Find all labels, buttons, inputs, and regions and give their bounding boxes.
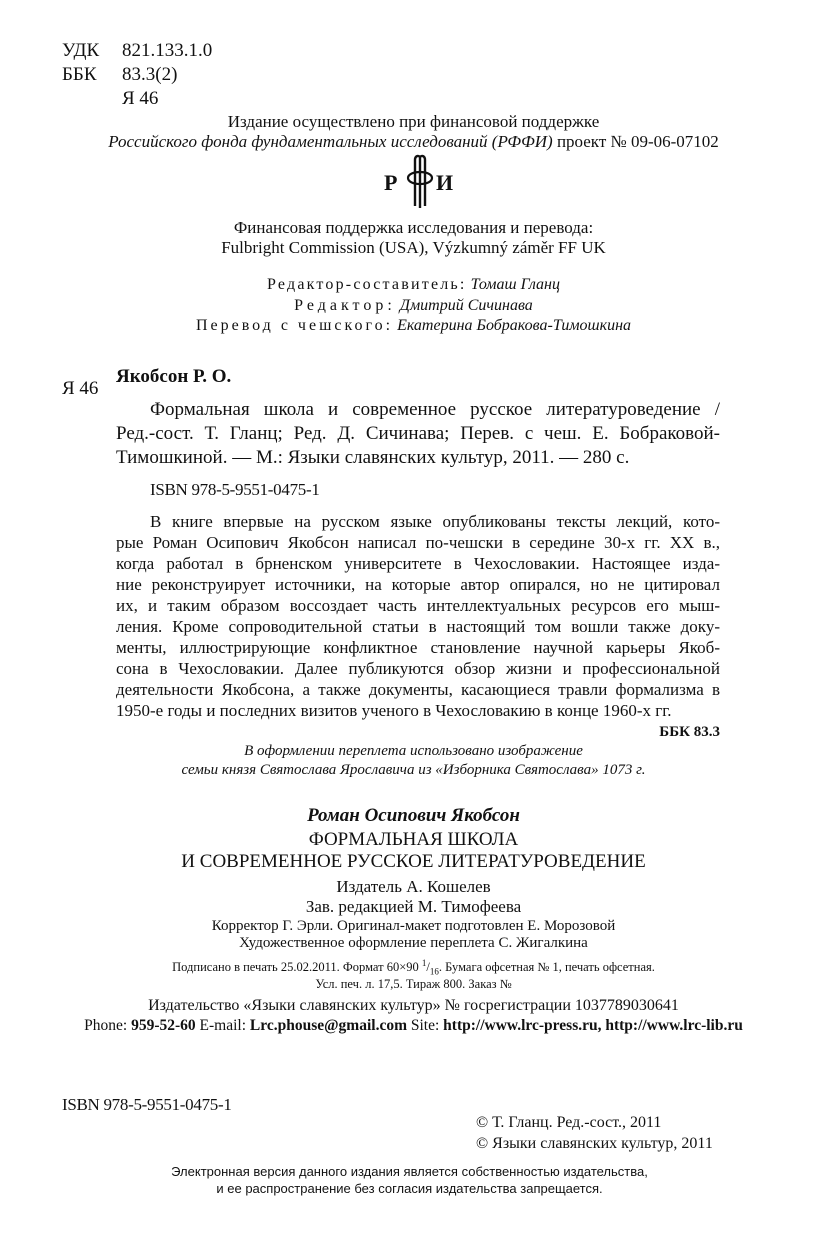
print-frac-den: 16 bbox=[429, 966, 439, 977]
email-link[interactable]: Lrc.phouse@gmail.com bbox=[249, 1017, 407, 1034]
catalog-desc-line-1: Формальная школа и современное русское литературоведение / bbox=[150, 399, 720, 420]
footer-note-1: Электронная версия данного издания является собственностью издательства, bbox=[171, 1164, 648, 1179]
imprint-contacts bbox=[0, 1017, 827, 1035]
footer-copyright-2: © Языки славянских культур, 2011 bbox=[476, 1135, 713, 1152]
abstract-line-1: В книге впервые на русском языке опубликованы тексты лекций, кото- bbox=[150, 512, 720, 531]
credit-translator-role: Перевод с чешского: bbox=[195, 317, 394, 334]
imprint-art: Художественное оформление переплета С. Жигалкина bbox=[239, 935, 588, 951]
email-label: E-mail: bbox=[195, 1017, 250, 1034]
phone-value: 959-52-60 bbox=[131, 1017, 196, 1034]
udk-value: 821.133.1.0 bbox=[122, 40, 213, 61]
abstract-line-5: их, и таким образом воссоздает часть интеллектуальных ресурсов его мыш- bbox=[116, 596, 720, 615]
catalog-desc-line-3: Тимошкиной. — М.: Языки славянских культур, 2011. — 280 с. bbox=[116, 447, 630, 468]
funding-org: Российского фонда фундаментальных исследований (РФФИ) bbox=[108, 132, 553, 151]
credit-translator-name: Екатерина Бобракова-Тимошкина bbox=[397, 317, 632, 334]
catalog-mark: Я 46 bbox=[62, 378, 99, 399]
imprint-corrector: Корректор Г. Эрли. Оригинал-макет подготовлен Е. Морозовой bbox=[211, 918, 616, 934]
author-mark: Я 46 bbox=[122, 88, 159, 109]
imprint-editor-head: Зав. редакцией М. Тимофеева bbox=[305, 897, 522, 916]
footer-note-2: и ее распространение без согласия издательства запрещается. bbox=[216, 1181, 603, 1196]
credit-editor-role: Редактор: bbox=[294, 297, 396, 314]
credit-editor-name: Дмитрий Сичинава bbox=[399, 297, 533, 314]
catalog-author: Якобсон Р. О. bbox=[116, 366, 232, 387]
credit-translator bbox=[0, 317, 827, 335]
print-line1-pre: Подписано в печать 25.02.2011. Формат 60×90 bbox=[172, 960, 422, 975]
support-line2: Fulbright Commission (USA), Výzkumný záměr FF UK bbox=[221, 238, 606, 257]
imprint-print-line1: Подписано в печать 25.02.2011. Формат 60×90 $^1/_{16}$. Бумага офсетная № 1, печать офсетная. bbox=[172, 958, 655, 977]
credit-compiler-role: Редактор-составитель: bbox=[267, 276, 467, 293]
abstract-line-7: менты, иллюстрирующие конфликтное становление научной карьеры Якоб- bbox=[116, 638, 720, 657]
credit-editor bbox=[0, 297, 827, 315]
site-link[interactable]: http://www.lrc-press.ru, http://www.lrc-lib.ru bbox=[443, 1017, 743, 1034]
abstract-line-8: сона в Чехословакии. Далее публикуются обзор жизни и профессиональной bbox=[116, 659, 720, 678]
rffi-logo bbox=[380, 152, 460, 212]
credit-compiler-name: Томаш Гланц bbox=[470, 276, 560, 293]
abstract-line-3: когда работал в брненском университете в Чехословакии. Настоящее изда- bbox=[116, 554, 720, 573]
print-line1-post: . Бумага офсетная № 1, печать офсетная. bbox=[438, 960, 655, 975]
funding-line1: Издание осуществлено при финансовой поддержке bbox=[227, 112, 600, 131]
imprint-house: Издательство «Языки славянских культур» № госрегистрации 1037789030641 bbox=[148, 997, 679, 1014]
abstract-line-4: ние реконструирует источники, на которые автор опирался, но не цитировал bbox=[116, 575, 720, 594]
abstract-line-9: деятельности Якобсона, а также документы, касающиеся травли формализма в bbox=[116, 680, 720, 699]
credit-compiler bbox=[0, 276, 827, 294]
catalog-isbn: ISBN 978-5-9551-0475-1 bbox=[150, 480, 320, 499]
imprint-print-line2: Усл. печ. л. 17,5. Тираж 800. Заказ № bbox=[315, 977, 512, 991]
imprint-publisher: Издатель А. Кошелев bbox=[336, 877, 491, 896]
imprint-title-line2: И СОВРЕМЕННОЕ РУССКОЕ ЛИТЕРАТУРОВЕДЕНИЕ bbox=[181, 851, 646, 872]
site-label: Site: bbox=[407, 1017, 444, 1034]
catalog-desc-line-2: Ред.-сост. Т. Гланц; Ред. Д. Сичинава; Перев. с чеш. Е. Бобраковой- bbox=[116, 423, 720, 444]
abstract-line-6: ления. Кроме сопроводительной статьи в настоящий том вошли также доку- bbox=[116, 617, 720, 636]
imprint-author: Роман Осипович Якобсон bbox=[307, 805, 520, 826]
funding-line2 bbox=[0, 132, 827, 152]
rffi-logo-letter-left: Р bbox=[384, 170, 398, 195]
footer-isbn: ISBN 978-5-9551-0475-1 bbox=[62, 1095, 232, 1114]
abstract-line-10: 1950-е годы и последних визитов ученого в Чехословакию в конце 1960-х гг. bbox=[116, 701, 672, 720]
footer-copyright-1: © Т. Гланц. Ред.-сост., 2011 bbox=[476, 1114, 662, 1131]
catalog-bbk: ББК 83.3 bbox=[659, 724, 720, 740]
rffi-logo-letter-right: И bbox=[436, 170, 454, 195]
support-line1: Финансовая поддержка исследования и перевода: bbox=[233, 218, 594, 237]
udk-label: УДК bbox=[62, 40, 100, 61]
print-frac-num: 1 bbox=[421, 958, 427, 968]
funding-project: проект № 09-06-07102 bbox=[552, 132, 719, 151]
abstract-line-2: рые Роман Осипович Якобсон написал по-чешски в середине 30-х гг. XX в., bbox=[116, 533, 720, 552]
imprint-title-line1: ФОРМАЛЬНАЯ ШКОЛА bbox=[308, 829, 519, 850]
cover-note-line1: В оформлении переплета использовано изображение bbox=[244, 743, 583, 759]
bbk-label: ББК bbox=[62, 64, 97, 85]
phone-label: Phone: bbox=[84, 1017, 132, 1034]
bbk-value: 83.3(2) bbox=[122, 64, 178, 85]
cover-note-line2: семьи князя Святослава Ярославича из «Изборника Святослава» 1073 г. bbox=[181, 762, 646, 778]
rffi-logo-mark-icon bbox=[406, 154, 434, 210]
